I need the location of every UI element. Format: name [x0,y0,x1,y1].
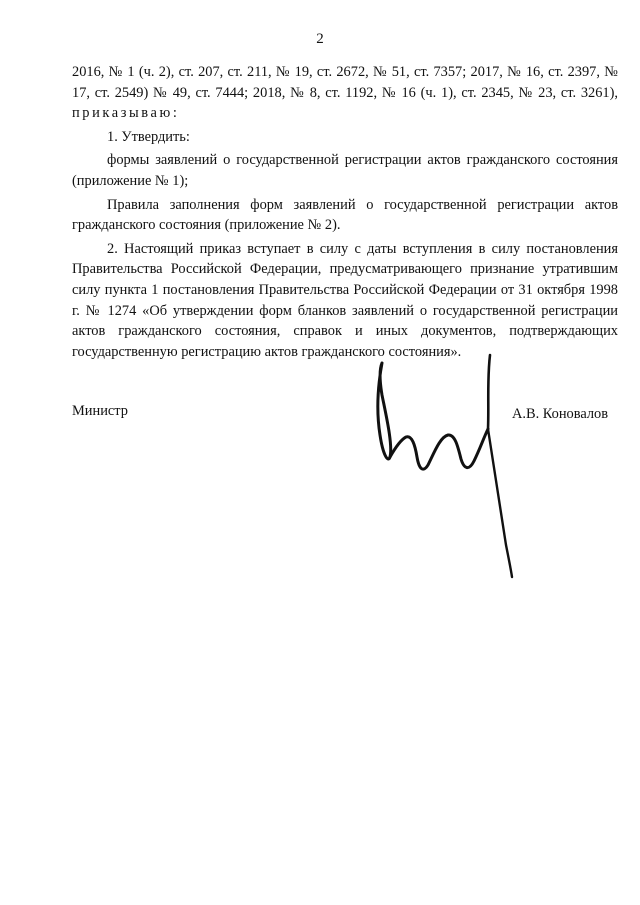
signatory-name: А.В. Коновалов [512,406,609,422]
page-number: 2 [316,31,324,47]
signatory-title: Министр [72,403,128,419]
citations-text: 2016, № 1 (ч. 2), ст. 207, ст. 211, № 19, ст. 2672, № 51, ст. 7357; 2017, № 16, ст. 2397, № 17, ст. 2549) № 49, ст. 7444; 2018, № 8, ст. 1192, № 16 (ч. 1), ст. 2345, № 23, ст. 3261), [72,64,618,101]
handwritten-signature [360,345,530,585]
paragraph-item-2: 2. Настоящий приказ вступает в силу с даты вступления в силу постановления Правительства Российской Федерации, предусматривающего признание утратившим силу пункта 1 постановления Правительства Российской Федерации от 31 октября 1998 г. № 1274 «Об утверждении форм бланков заявлений о государственной регистрации актов гражданского состояния, справок и иных документов, подтверждающих государственную регистрацию актов гражданского состояния». [72,240,618,360]
paragraph-forms: формы заявлений о государственной регистрации актов гражданского состояния (приложение № 1); [72,152,618,189]
document-body [72,62,618,362]
paragraph-rules: Правила заполнения форм заявлений о государственной регистрации актов гражданского состояния (приложение № 2). [72,196,618,234]
paragraph-item-1: 1. Утвердить: [107,128,190,145]
paragraph-citations [72,62,618,124]
order-word: приказываю: [72,105,180,122]
